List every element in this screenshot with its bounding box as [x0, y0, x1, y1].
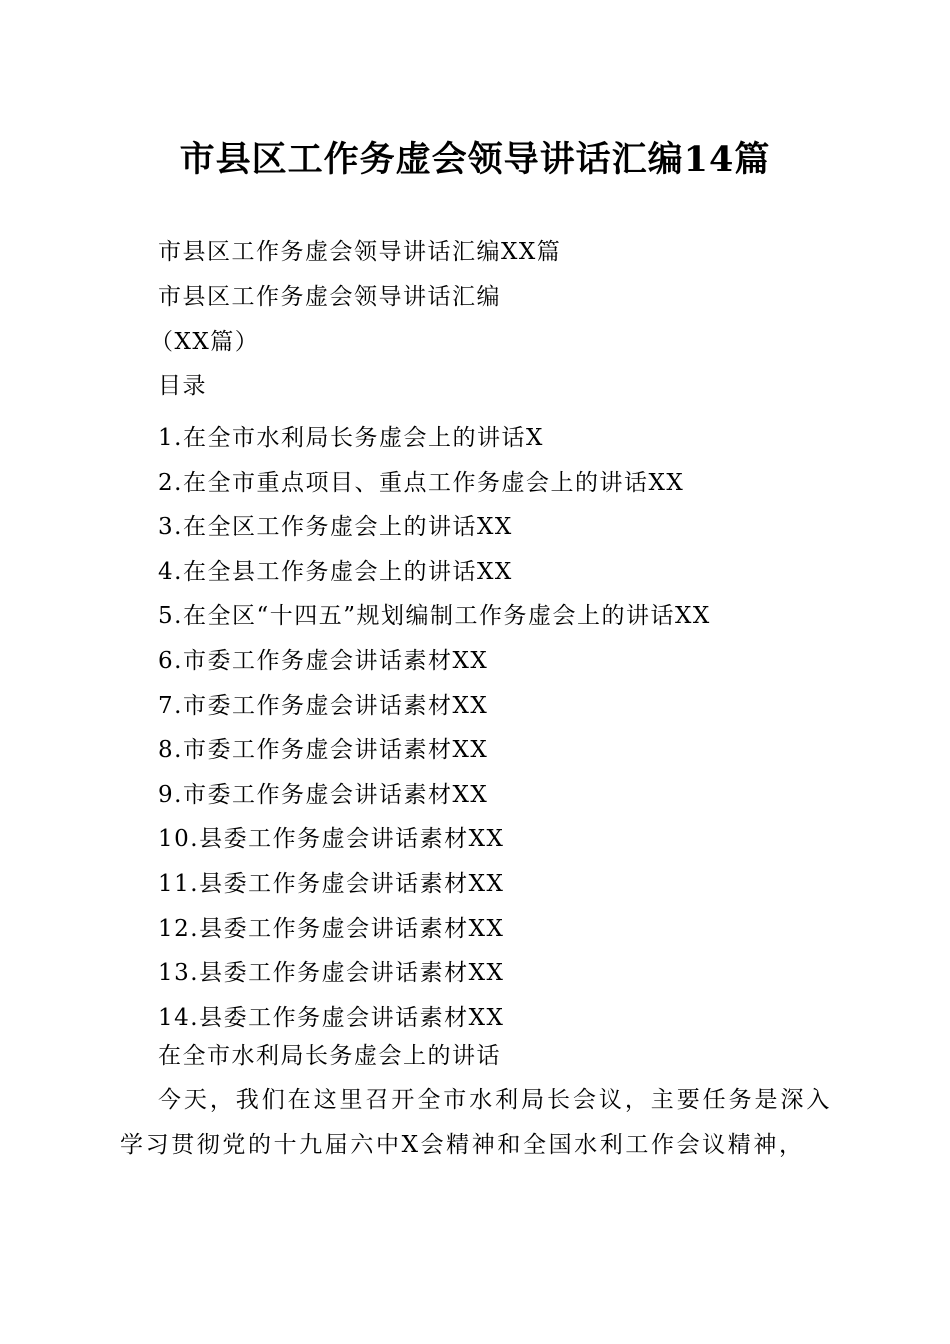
toc-item: 6.市委工作务虚会讲话素材XX: [158, 647, 489, 674]
toc-item: 1.在全市水利局长务虚会上的讲话X: [158, 425, 544, 451]
toc-item: 3.在全区工作务虚会上的讲话XX: [158, 514, 513, 541]
toc-item: 14.县委工作务虚会讲话素材XX: [158, 1004, 505, 1031]
document-title: 市县区工作务虚会领导讲话汇编14篇: [179, 139, 771, 180]
toc-item: 7.市委工作务虚会讲话素材XX: [158, 692, 489, 719]
table-of-contents: [158, 416, 711, 1040]
toc-item: 13.县委工作务虚会讲话素材XX: [158, 960, 505, 987]
toc-item: 12.县委工作务虚会讲话素材XX: [158, 915, 505, 942]
toc-item: 11.县委工作务虚会讲话素材XX: [158, 870, 505, 897]
toc-item: 8.市委工作务虚会讲话素材XX: [158, 737, 489, 764]
toc-item: 4.在全县工作务虚会上的讲话XX: [158, 558, 513, 585]
subtitle-line-3: （XX篇）: [150, 329, 260, 355]
toc-item: 10.县委工作务虚会讲话素材XX: [158, 826, 505, 853]
toc-item: 2.在全市重点项目、重点工作务虚会上的讲话XX: [158, 469, 685, 496]
toc-item: 5.在全区“十四五”规划编制工作务虚会上的讲话XX: [158, 603, 711, 630]
toc-item: 9.市委工作务虚会讲话素材XX: [158, 781, 489, 808]
toc-heading: 目录: [158, 373, 207, 399]
section-heading: 在全市水利局长务虚会上的讲话: [158, 1043, 501, 1069]
body-paragraph: 今天，我们在这里召开全市水利局长会议，主要任务是深入学习贯彻党的十九届六中X会精神和全国水利工作会议精神，: [120, 1087, 832, 1158]
subtitle-line-1: 市县区工作务虚会领导讲话汇编XX篇: [158, 239, 562, 265]
subtitle-line-2: 市县区工作务虚会领导讲话汇编: [158, 284, 501, 310]
